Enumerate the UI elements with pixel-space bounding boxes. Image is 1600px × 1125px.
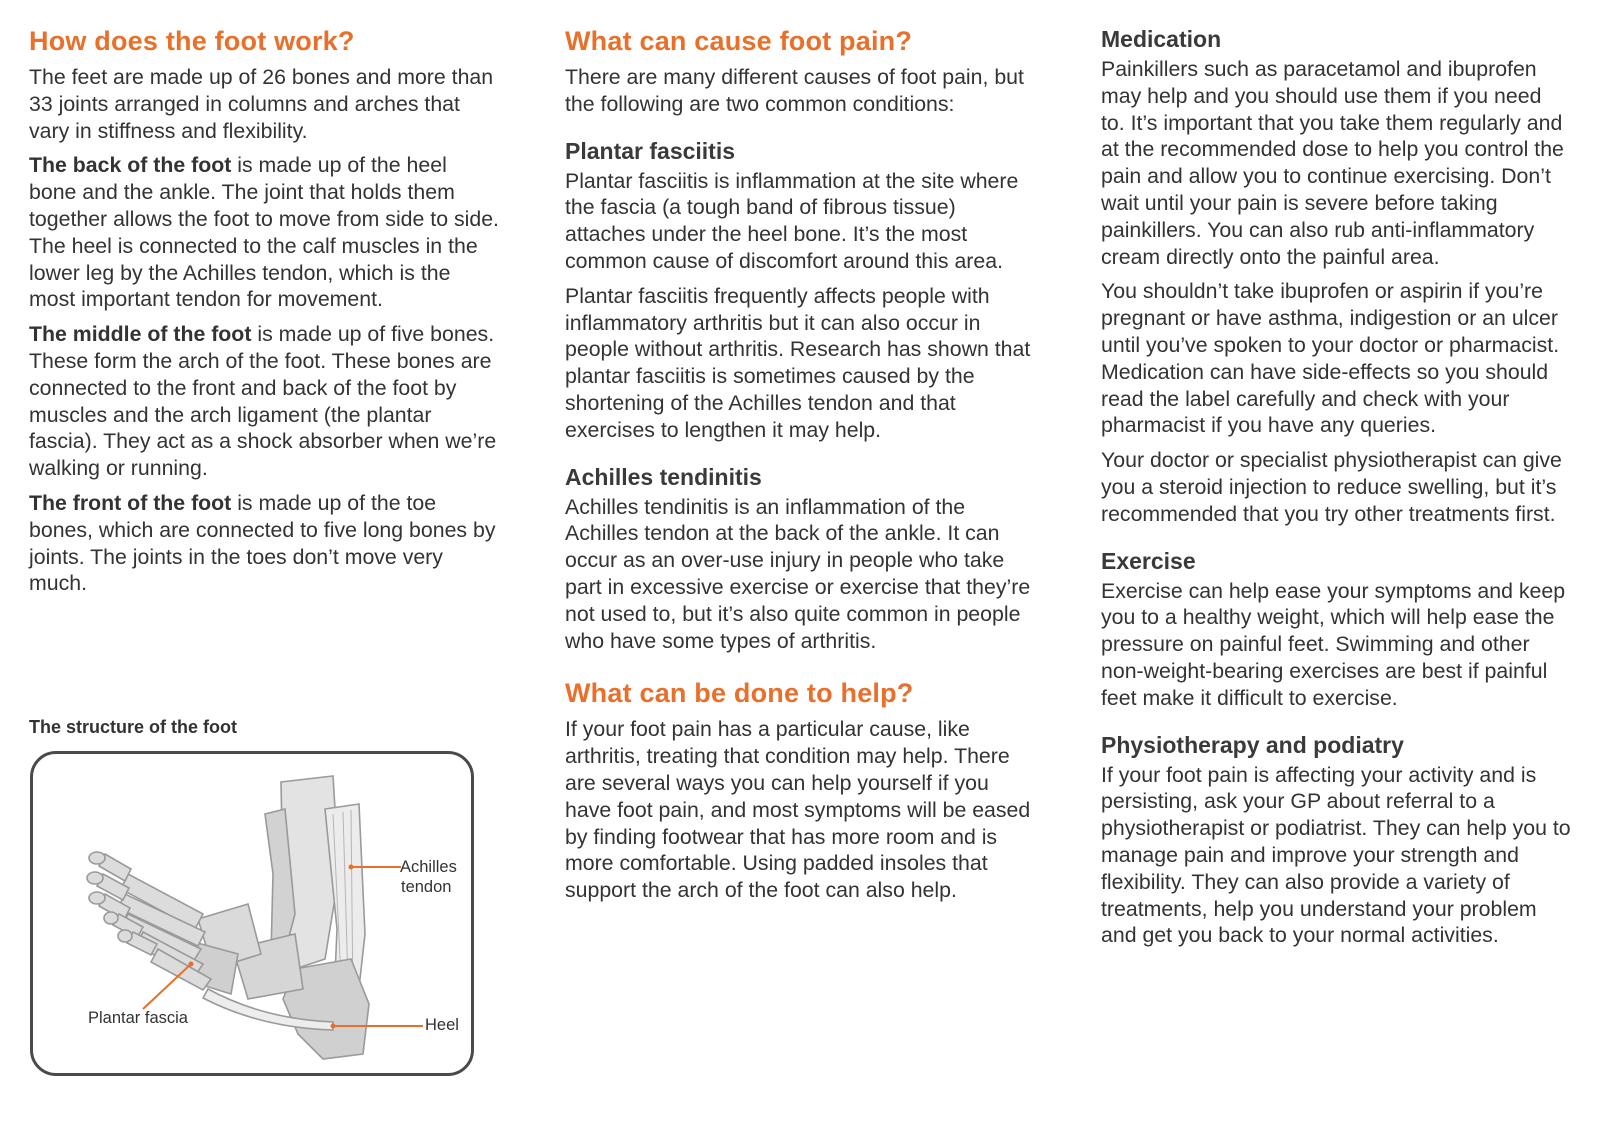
text-front-of-foot: is made up of the toe bones, which are connected to five long bones by joints. The joints in the toes don’t move very much. — [29, 490, 496, 596]
column-treatments — [1101, 24, 1571, 957]
heading-plantar-fasciitis: Plantar fasciitis — [565, 137, 736, 164]
paragraph-plantar-2: Plantar fasciitis frequently affects people with inflammatory arthritis but it can also occur in people without arthritis. Research has shown that plantar fasciitis is sometimes caused by the shortening of the Achilles tendon and that exercises to lengthen it may help. — [565, 283, 1031, 442]
paragraph-middle-of-foot — [29, 321, 499, 482]
paragraph-intro: The feet are made up of 26 bones and more than 33 joints arranged in columns and arches that vary in stiffness and flexibility. — [29, 65, 494, 143]
paragraph-front-of-foot — [29, 490, 499, 597]
label-achilles: Achilles — [400, 858, 457, 876]
column-foot-work — [29, 24, 499, 605]
foot-structure-figure — [30, 751, 474, 1076]
paragraph-medication-1: Painkillers such as paracetamol and ibuprofen may help and you should use them if you need to. It’s important that you take them regularly and at the recommended dose to help you control the pain and allow you to continue exercising. Don’t wait until your pain is severe before taking painkillers. You can also rub anti-inflammatory cream directly onto the painful area. — [1101, 57, 1564, 269]
column-foot-pain — [565, 24, 1035, 912]
text-back-of-foot: is made up of the heel bone and the ankle. The joint that holds them together allows the foot to move from side to side. The heel is connected to the calf muscles in the lower leg by the Achilles tendon, which is the most important tendon for movement. — [29, 153, 499, 312]
paragraph-exercise-1: Exercise can help ease your symptoms and keep you to a healthy weight, which will help ease the pressure on painful feet. Swimming and other non-weight-bearing exercises are best if painful feet make it difficult to exercise. — [1101, 578, 1566, 710]
heading-how-foot-works: How does the foot work? — [29, 26, 355, 56]
heading-cause-foot-pain: What can cause foot pain? — [565, 26, 913, 56]
bold-middle-of-foot: The middle of the foot — [29, 322, 252, 347]
paragraph-physiotherapy-1: If your foot pain is affecting your activity and is persisting, ask your GP about referral to a physiotherapist or podiatrist. They can help you to manage pain and improve your strength and flexibility. They can also provide a variety of treatments, help you understand your problem and get you back to your normal activities. — [1101, 762, 1571, 948]
paragraph-plantar-1: Plantar fasciitis is inflammation at the site where the fascia (a tough band of fibrous tissue) attaches under the heel bone. It’s the most common cause of discomfort around this area. — [565, 168, 1019, 273]
heading-physiotherapy: Physiotherapy and podiatry — [1101, 731, 1404, 758]
paragraph-causes-intro: There are many different causes of foot pain, but the following are two common conditions: — [565, 65, 1024, 116]
label-plantar-fascia: Plantar fascia — [88, 1009, 188, 1027]
label-heel: Heel — [425, 1016, 459, 1034]
paragraph-medication-3: Your doctor or specialist physiotherapist can give you a steroid injection to reduce swelling, but it’s recommended that you try other treatments first. — [1101, 448, 1562, 526]
heading-medication: Medication — [1101, 26, 1222, 52]
paragraph-medication-2: You shouldn’t take ibuprofen or aspirin if you’re pregnant or have asthma, indigestion or an ulcer until you’ve spoken to your doctor or pharmacist. Medication can have side-effects so you should read the label carefully and check with your pharmacist if you have any queries. — [1101, 279, 1560, 438]
paragraph-back-of-foot — [29, 152, 499, 313]
bold-front-of-foot: The front of the foot — [29, 490, 232, 515]
text-middle-of-foot: is made up of five bones. These form the arch of the foot. These bones are connected to the front and back of the foot by muscles and the arch ligament (the plantar fascia). They act as a shock absorber when we’re walking or running. — [29, 322, 497, 481]
heading-achilles-tendinitis: Achilles tendinitis — [565, 463, 762, 490]
heading-exercise: Exercise — [1101, 547, 1196, 574]
heading-what-can-help: What can be done to help? — [565, 678, 914, 709]
figure-caption: The structure of the foot — [29, 717, 237, 737]
label-tendon: tendon — [401, 878, 452, 896]
bold-back-of-foot: The back of the foot — [29, 153, 232, 178]
paragraph-achilles-1: Achilles tendinitis is an inflammation of the Achilles tendon at the back of the ankle. It can occur as an over-use injury in people who take part in excessive exercise or exercise that they’re not used to, but it’s also quite common in people who have some types of arthritis. — [565, 494, 1031, 653]
paragraph-help-1: If your foot pain has a particular cause, like arthritis, treating that condition may help. There are several ways you can help yourself if you have foot pain, and most symptoms will be eased by finding footwear that has more room and is more comfortable. Using padded insoles that support the arch of the foot can also help. — [565, 717, 1031, 903]
